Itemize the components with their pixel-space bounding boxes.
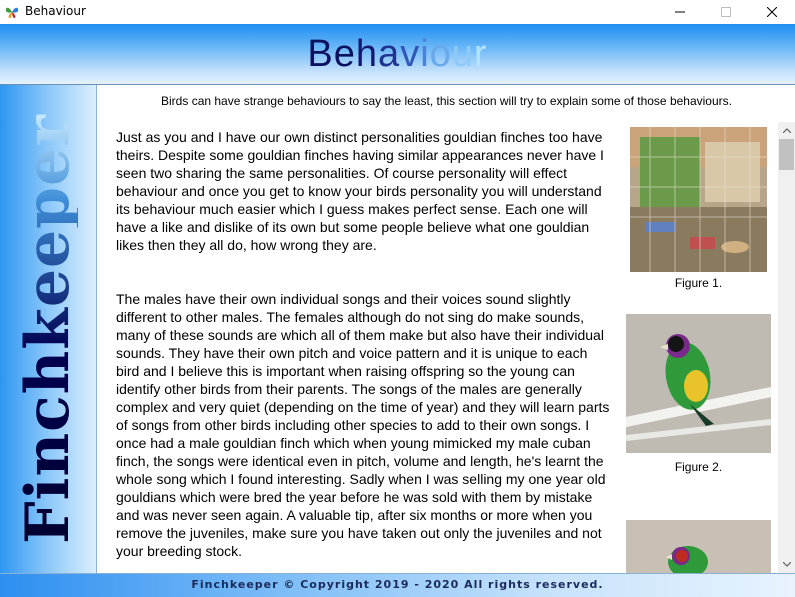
- title-letter: a: [378, 33, 401, 75]
- paragraph-songs: The males have their own individual songs and their voices sound slightly different to other males. The females although do not sing do make sounds, many of these sounds are which all of them make but also have their individual sounds. They have their own pitch and voice pattern and it is unique to each bird and I believe this is important when raising offspring so the young can identify other birds from their parents. The songs of the males are generally complex and very quiet (depending on the time of year) and they will learn parts of songs from other birds including other species to add to their own songs. I once had a male gouldian finch which when young mimicked my male cuban finch, the songs were identical even in pitch, volume and length, he's learnt the whole song which I found interesting. Sadly when I was selling my one year old gouldians which were bred the year before he was sold with them by mistake and was never seen again. A valuable tip, after six months or more when you remove the juveniles, make sure you have taken out only the juveniles and not your breeding stock.: [116, 291, 610, 559]
- title-letter: h: [355, 33, 379, 75]
- chevron-up-icon: [783, 128, 791, 133]
- title-letter: o: [429, 33, 452, 75]
- footer: [0, 573, 795, 597]
- title-letter: r: [473, 33, 488, 75]
- scroll-down-button[interactable]: [778, 556, 795, 573]
- minimize-icon: [675, 7, 685, 17]
- title-letter: e: [333, 33, 356, 75]
- close-icon: [767, 7, 777, 17]
- figure-1-image: [630, 127, 767, 272]
- close-button[interactable]: [749, 0, 795, 24]
- maximize-button[interactable]: [703, 0, 749, 24]
- chevron-down-icon: [783, 562, 791, 567]
- figure-1-caption: Figure 1.: [674, 276, 723, 290]
- minimize-button[interactable]: [657, 0, 703, 24]
- figure-2-image: [626, 314, 771, 453]
- scroll-thumb[interactable]: [779, 139, 794, 170]
- paragraph-personality: Just as you and I have our own distinct personalities gouldian finches too have theirs. Despite some gouldian finches having similar appearances never have I seen two sharing the same personalities. Of course personality will effect behaviour and once you get to know your birds personality you will understand its behaviour much easier which I guess makes perfect sense. Each one will have a like and dislike of its own but some people believe what one gouldian likes then they all do, how wrong they are.: [116, 129, 604, 253]
- scroll-up-button[interactable]: [778, 122, 795, 139]
- maximize-icon: [721, 7, 731, 17]
- title-letter: i: [420, 33, 430, 75]
- title-letter: u: [451, 33, 474, 75]
- title-letter: v: [400, 33, 421, 75]
- sidebar: [0, 85, 97, 573]
- page-title: [0, 32, 795, 76]
- window-titlebar[interactable]: [0, 0, 795, 24]
- page-header: [0, 24, 795, 85]
- title-letter: B: [307, 33, 334, 75]
- intro-text: Birds can have strange behaviours to say the least, this section will try to explain some of those behaviours.: [161, 94, 732, 108]
- figure-3-image: [626, 520, 771, 573]
- copyright-text: Finchkeeper © Copyright 2019 - 2020 All rights reserved.: [191, 578, 604, 591]
- window-title: Behaviour: [25, 4, 86, 18]
- butterfly-icon: [5, 5, 19, 19]
- vertical-scrollbar[interactable]: [778, 122, 795, 573]
- sidebar-brand-text: Finchkeeper: [13, 114, 83, 544]
- content-area[interactable]: [98, 122, 778, 573]
- figure-2-caption: Figure 2.: [674, 460, 723, 474]
